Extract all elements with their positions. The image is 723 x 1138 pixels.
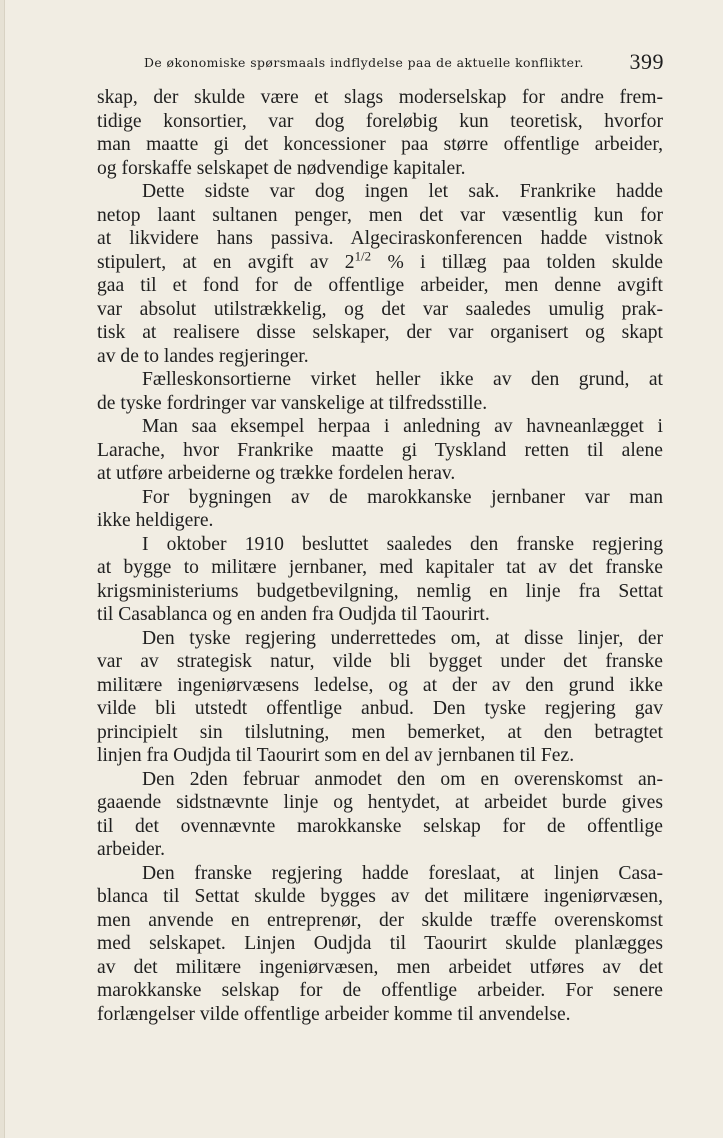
text-fragment: % i tillæg paa tolden skulde — [371, 251, 664, 273]
text-line: til det ovennævnte marokkanske selskap for de offentlige — [97, 815, 663, 837]
text-line: til Casablanca og en anden fra Oudjda til Taourirt. — [97, 604, 490, 625]
text-line: av de to landes regjeringer. — [97, 345, 309, 367]
running-title: De økonomiske spørsmaals indflydelse paa de aktuelle konflikter. — [144, 55, 584, 70]
text-line: at utføre arbeiderne og trække fordelen herav. — [97, 463, 456, 484]
text-line: at bygge to militære jernbaner, med kapitaler tat av det franske — [97, 557, 663, 578]
text-line: vilde bli utstedt offentlige anbud. Den tyske regjering gav — [97, 698, 663, 719]
page-left-edge — [0, 0, 5, 1138]
text-line: Larache, hvor Frankrike maatte gi Tyskland retten til alene — [97, 439, 663, 461]
text-line: linjen fra Oudjda til Taourirt som en del av jernbanen til Fez. — [97, 745, 575, 766]
text-line: gaa til et fond for de offentlige arbeider, men denne avgift — [97, 275, 663, 296]
text-line — [97, 247, 664, 275]
text-line: de tyske fordringer var vanskelige at tilfredsstille. — [97, 392, 488, 414]
text-line: var av strategisk natur, vilde bli bygget under det franske — [97, 651, 663, 672]
text-fragment: stipulert, at en avgift av 2 — [97, 251, 355, 273]
text-line: ikke heldigere. — [97, 510, 214, 531]
text-line: arbeider. — [97, 839, 165, 860]
text-line: og forskaffe selskapet de nødvendige kapitaler. — [97, 157, 466, 179]
text-line: Den tyske regjering underrettedes om, at disse linjer, der — [142, 627, 663, 649]
text-line: skap, der skulde være et slags moderselskap for andre frem- — [97, 87, 663, 108]
text-line: Fælleskonsortierne virket heller ikke av den grund, at — [142, 369, 663, 390]
text-line: blanca til Settat skulde bygges av det militære ingeniørvæsen, — [97, 886, 663, 907]
text-line: tisk at realisere disse selskaper, der var organisert og skapt — [97, 322, 663, 343]
body-text — [97, 86, 663, 1026]
text-line: forlængelser vilde offentlige arbeider komme til anvendelse. — [97, 1003, 571, 1025]
text-line: krigsministeriums budgetbevilgning, nemlig en linje fra Settat — [97, 580, 663, 602]
text-line: For bygningen av de marokkanske jernbaner var man — [142, 486, 663, 508]
text-line: men anvende en entreprenør, der skulde træffe overenskomst — [97, 909, 663, 931]
text-line: Man saa eksempel herpaa i anledning av havneanlægget i — [142, 416, 663, 437]
text-line: Dette sidste var dog ingen let sak. Frankrike hadde — [142, 181, 663, 202]
fraction-half: 1/2 — [354, 247, 372, 263]
page-number: 399 — [629, 49, 664, 74]
text-line: marokkanske selskap for de offentlige arbeider. For senere — [97, 980, 663, 1001]
text-line: netop laant sultanen penger, men det var væsentlig kun for — [97, 204, 663, 226]
text-line: man maatte gi det koncessioner paa større offentlige arbeider, — [97, 134, 663, 155]
text-line: principielt sin tilslutning, men bemerket, at den betragtet — [97, 721, 663, 743]
text-line: at likvidere hans passiva. Algeciraskonferencen hadde vistnok — [97, 228, 663, 249]
text-line: Den franske regjering hadde foreslaat, at linjen Casa- — [142, 862, 663, 884]
text-line: av det militære ingeniørvæsen, men arbeidet utføres av det — [97, 956, 663, 978]
text-line: I oktober 1910 besluttet saaledes den franske regjering — [142, 533, 663, 555]
text-line: Den 2den februar anmodet den om en overenskomst an- — [142, 768, 663, 790]
text-line: med selskapet. Linjen Oudjda til Taourirt skulde planlægges — [97, 933, 663, 954]
text-line: var absolut utilstrækkelig, og det var saaledes umulig prak- — [97, 298, 663, 320]
text-line: militære ingeniørvæsens ledelse, og at der av den grund ikke — [97, 674, 663, 696]
running-header — [144, 49, 664, 76]
text-line: gaaende sidstnævnte linje og hentydet, at arbeidet burde gives — [97, 792, 663, 813]
text-line: tidige konsortier, var dog foreløbig kun teoretisk, hvorfor — [97, 110, 663, 132]
